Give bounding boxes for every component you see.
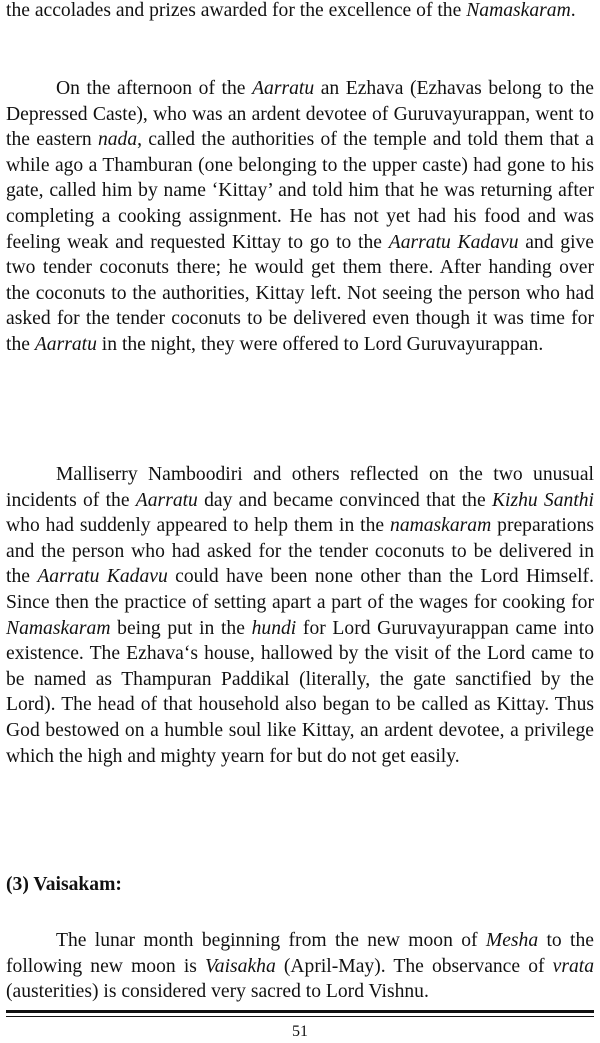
text-run: in the night, they were offered to Lord Guruvayurappan. [96, 333, 544, 355]
paragraph-4 [6, 928, 594, 1005]
section-heading: (3) Vaisakam: [6, 874, 122, 895]
text-run: and give two tender coconuts there; he would get them there. After handing over the coconuts to the authorities, Kittay left. Not seeing the person who had asked for the tender coconuts to be delivered even though it was time for the [6, 231, 595, 355]
text-run: , called the authorities of the temple and told them that a while ago a Thamburan (one belonging to the upper caste) had gone to his gate, called him by name ‘Kittay’ and told him that he was returning after completing a cooking assignment. He has not yet had his food and was feeling weak and requested Kittay to go to the [6, 129, 594, 253]
paragraph-1 [6, 0, 594, 24]
italic-term: Mesha [485, 930, 539, 951]
italic-term: Aarratu Kadavu [37, 566, 168, 588]
italic-term: Aarratu [34, 333, 97, 355]
text-run: for Lord Guruvayurappan came into existence. The Ezhava‘s house, hallowed by the visit of the Lord came to be named as Thampuran Paddikal (literally, the gate sanctified by the Lord). The head of that household also began to be called as Kittay. Thus God bestowed on a humble soul like Kittay, an ardent devotee, a privilege which the high and mighty yearn for but do not get easily. [6, 617, 594, 767]
footer-rule-thick [6, 1010, 594, 1013]
italic-term: Namaskaram [6, 617, 111, 639]
italic-term: Kizhu Santhi [491, 489, 595, 511]
text-run: Malliserry Namboodiri and others reflected on the two unusual incidents of the [6, 464, 594, 511]
italic-term: Vaisakha [205, 955, 276, 977]
footer-rule-thin [6, 1016, 594, 1017]
text-run: could have been none other than the Lord Himself. Since then the practice of setting apart a part of the wages for cooking for [6, 566, 594, 613]
italic-term: hundi [251, 617, 297, 639]
text-run: being put in the [110, 617, 252, 639]
text-run: preparations and the person who had asked for the tender coconuts to be delivered in the [6, 515, 594, 588]
text-run: day and became convinced that the [197, 489, 492, 511]
paragraph-3 [6, 462, 594, 769]
italic-term: Aarratu [135, 489, 198, 511]
text-run: an Ezhava (Ezhavas belong to the Depressed Caste), who was an ardent devotee of Guruvayurappan, went to the eastern [6, 78, 594, 151]
text-run: On the afternoon of the [56, 78, 253, 99]
text-run: (April-May). The observance of [275, 955, 553, 977]
text-run: . [570, 0, 576, 21]
text-run: (austerities) is considered very sacred to Lord Vishnu. [6, 981, 429, 1003]
text-run: the accolades and prizes awarded for the excellence of the [6, 0, 467, 21]
italic-term: vrata [552, 955, 594, 977]
page-number: 51 [292, 1023, 308, 1040]
italic-term: nada [97, 129, 138, 151]
italic-term: Aarratu Kadavu [388, 231, 519, 253]
italic-term: Aarratu [252, 78, 315, 99]
text-run: The lunar month beginning from the new moon of [56, 930, 486, 951]
paragraph-2 [6, 76, 594, 358]
italic-term: namaskaram [390, 515, 492, 537]
italic-term: Namaskaram [466, 0, 571, 21]
text-run: who had suddenly appeared to help them in the [6, 515, 391, 537]
text-run: to the following new moon is [6, 930, 594, 977]
